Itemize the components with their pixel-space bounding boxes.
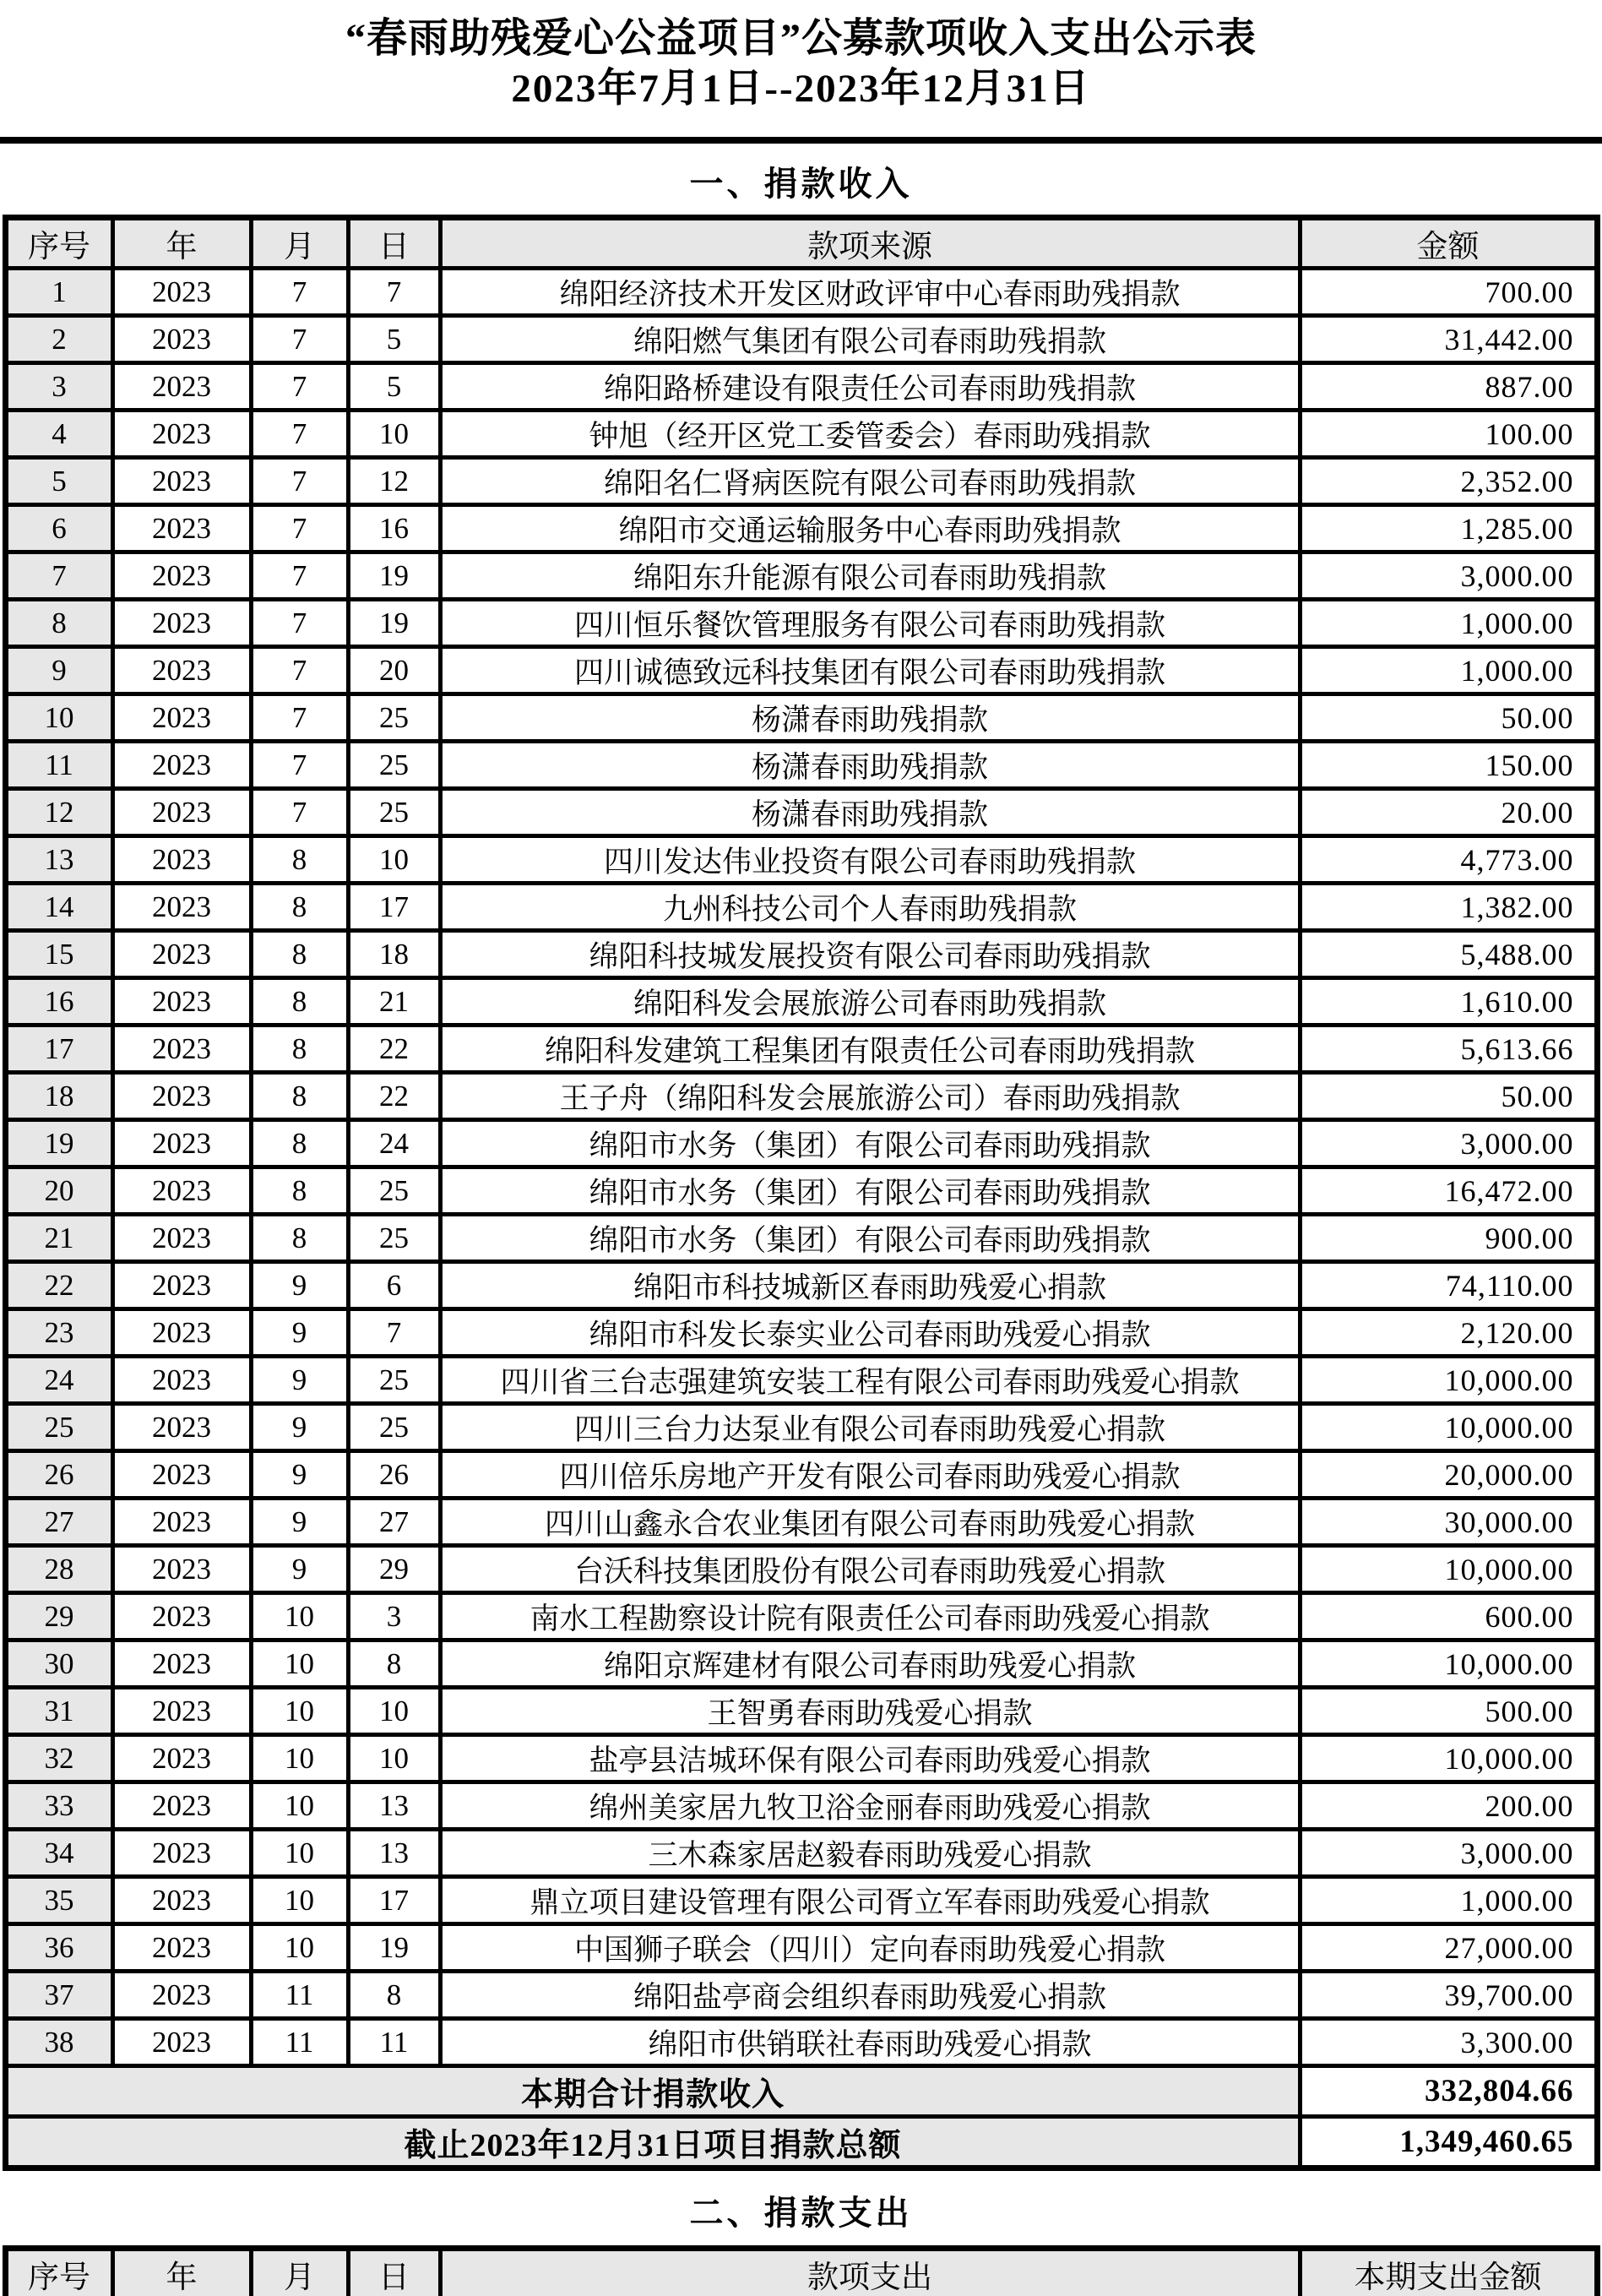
table-row xyxy=(5,269,1597,316)
column-header-source: 款项支出 xyxy=(440,2249,1300,2296)
cell-day: 22 xyxy=(348,1073,440,1120)
cell-seq: 13 xyxy=(5,836,112,884)
table-row xyxy=(5,1782,1597,1830)
cell-month: 8 xyxy=(251,1167,348,1215)
cell-day: 29 xyxy=(348,1546,440,1593)
cell-year: 2023 xyxy=(112,978,251,1026)
cell-year: 2023 xyxy=(112,1972,251,2019)
column-header-day: 日 xyxy=(348,2249,440,2296)
cell-amount: 2,120.00 xyxy=(1300,1309,1597,1357)
cell-month: 10 xyxy=(251,1924,348,1972)
cell-month: 8 xyxy=(251,1026,348,1073)
cell-source: 杨潇春雨助残捐款 xyxy=(440,789,1300,836)
cell-source: 绵阳盐亭商会组织春雨助残爱心捐款 xyxy=(440,1972,1300,2019)
cell-year: 2023 xyxy=(112,931,251,978)
cell-seq: 34 xyxy=(5,1830,112,1877)
cell-day: 19 xyxy=(348,552,440,600)
cell-year: 2023 xyxy=(112,1404,251,1451)
page-subtitle: 2023年7月1日--2023年12月31日 xyxy=(511,67,1091,111)
cell-seq: 26 xyxy=(5,1451,112,1499)
cell-month: 8 xyxy=(251,1073,348,1120)
cell-seq: 15 xyxy=(5,931,112,978)
cell-month: 7 xyxy=(251,316,348,363)
table-row xyxy=(5,1972,1597,2019)
cell-month: 8 xyxy=(251,1215,348,1262)
cell-seq: 29 xyxy=(5,1593,112,1640)
cell-day: 12 xyxy=(348,458,440,505)
cell-year: 2023 xyxy=(112,1735,251,1782)
cell-amount: 3,000.00 xyxy=(1300,552,1597,600)
cell-month: 11 xyxy=(251,2019,348,2066)
table-row xyxy=(5,884,1597,931)
cell-day: 25 xyxy=(348,694,440,742)
cell-source: 四川诚德致远科技集团有限公司春雨助残捐款 xyxy=(440,647,1300,694)
cell-amount: 30,000.00 xyxy=(1300,1499,1597,1546)
cell-seq: 5 xyxy=(5,458,112,505)
cell-amount: 10,000.00 xyxy=(1300,1546,1597,1593)
table-row xyxy=(5,552,1597,600)
column-header-amount: 金额 xyxy=(1300,218,1597,269)
cell-month: 9 xyxy=(251,1499,348,1546)
table-row xyxy=(5,1357,1597,1404)
cell-day: 25 xyxy=(348,789,440,836)
cell-amount: 20,000.00 xyxy=(1300,1451,1597,1499)
income-grand-total-row xyxy=(5,2117,1597,2168)
cell-seq: 2 xyxy=(5,316,112,363)
column-header-year: 年 xyxy=(112,2249,251,2296)
cell-year: 2023 xyxy=(112,694,251,742)
cell-day: 10 xyxy=(348,1735,440,1782)
column-header-day: 日 xyxy=(348,218,440,269)
cell-year: 2023 xyxy=(112,363,251,411)
cell-month: 7 xyxy=(251,505,348,552)
cell-amount: 10,000.00 xyxy=(1300,1357,1597,1404)
cell-year: 2023 xyxy=(112,884,251,931)
cell-source: 南水工程勘察设计院有限责任公司春雨助残爱心捐款 xyxy=(440,1593,1300,1640)
column-header-seq: 序号 xyxy=(5,218,112,269)
cell-source: 王智勇春雨助残爱心捐款 xyxy=(440,1688,1300,1735)
cell-seq: 27 xyxy=(5,1499,112,1546)
cell-seq: 17 xyxy=(5,1026,112,1073)
cell-month: 7 xyxy=(251,552,348,600)
cell-source: 绵阳市水务（集团）有限公司春雨助残捐款 xyxy=(440,1167,1300,1215)
cell-year: 2023 xyxy=(112,1688,251,1735)
cell-amount: 1,000.00 xyxy=(1300,600,1597,647)
cell-day: 18 xyxy=(348,931,440,978)
table-row xyxy=(5,647,1597,694)
cell-seq: 30 xyxy=(5,1640,112,1688)
income-table-totals xyxy=(5,2066,1597,2168)
cell-day: 7 xyxy=(348,269,440,316)
cell-day: 10 xyxy=(348,411,440,458)
cell-month: 8 xyxy=(251,1120,348,1167)
table-row xyxy=(5,1404,1597,1451)
cell-amount: 1,000.00 xyxy=(1300,647,1597,694)
cell-month: 7 xyxy=(251,458,348,505)
column-header-month: 月 xyxy=(251,2249,348,2296)
cell-seq: 1 xyxy=(5,269,112,316)
cell-month: 10 xyxy=(251,1782,348,1830)
cell-source: 绵阳市科技城新区春雨助残爱心捐款 xyxy=(440,1262,1300,1309)
cell-day: 20 xyxy=(348,647,440,694)
column-header-year: 年 xyxy=(112,218,251,269)
cell-seq: 21 xyxy=(5,1215,112,1262)
cell-year: 2023 xyxy=(112,1215,251,1262)
cell-seq: 7 xyxy=(5,552,112,600)
cell-amount: 200.00 xyxy=(1300,1782,1597,1830)
cell-seq: 35 xyxy=(5,1877,112,1924)
cell-amount: 600.00 xyxy=(1300,1593,1597,1640)
cell-year: 2023 xyxy=(112,1262,251,1309)
cell-day: 17 xyxy=(348,884,440,931)
title-divider xyxy=(0,137,1602,144)
cell-source: 绵阳市科发长泰实业公司春雨助残爱心捐款 xyxy=(440,1309,1300,1357)
cell-amount: 74,110.00 xyxy=(1300,1262,1597,1309)
cell-amount: 1,285.00 xyxy=(1300,505,1597,552)
cell-day: 7 xyxy=(348,1309,440,1357)
table-row xyxy=(5,411,1597,458)
cell-day: 22 xyxy=(348,1026,440,1073)
cell-amount: 16,472.00 xyxy=(1300,1167,1597,1215)
cell-seq: 20 xyxy=(5,1167,112,1215)
cell-year: 2023 xyxy=(112,1782,251,1830)
cell-source: 绵阳科发建筑工程集团有限责任公司春雨助残捐款 xyxy=(440,1026,1300,1073)
cell-amount: 10,000.00 xyxy=(1300,1640,1597,1688)
cell-seq: 32 xyxy=(5,1735,112,1782)
table-row xyxy=(5,1640,1597,1688)
cell-year: 2023 xyxy=(112,316,251,363)
cell-seq: 23 xyxy=(5,1309,112,1357)
cell-source: 绵阳科技城发展投资有限公司春雨助残捐款 xyxy=(440,931,1300,978)
table-row xyxy=(5,363,1597,411)
cell-day: 25 xyxy=(348,1357,440,1404)
cell-day: 10 xyxy=(348,836,440,884)
cell-amount: 1,610.00 xyxy=(1300,978,1597,1026)
cell-amount: 1,382.00 xyxy=(1300,884,1597,931)
cell-amount: 5,613.66 xyxy=(1300,1026,1597,1073)
cell-source: 绵阳京辉建材有限公司春雨助残爱心捐款 xyxy=(440,1640,1300,1688)
cell-day: 11 xyxy=(348,2019,440,2066)
cell-day: 27 xyxy=(348,1499,440,1546)
cell-source: 杨潇春雨助残捐款 xyxy=(440,742,1300,789)
table-row xyxy=(5,1167,1597,1215)
cell-month: 7 xyxy=(251,411,348,458)
cell-month: 11 xyxy=(251,1972,348,2019)
cell-amount: 100.00 xyxy=(1300,411,1597,458)
table-row xyxy=(5,978,1597,1026)
column-header-month: 月 xyxy=(251,218,348,269)
cell-year: 2023 xyxy=(112,742,251,789)
column-header-amount: 本期支出金额 xyxy=(1300,2249,1597,2296)
cell-seq: 16 xyxy=(5,978,112,1026)
cell-source: 四川恒乐餐饮管理服务有限公司春雨助残捐款 xyxy=(440,600,1300,647)
cell-day: 6 xyxy=(348,1262,440,1309)
table-row xyxy=(5,2019,1597,2066)
cell-source: 鼎立项目建设管理有限公司胥立军春雨助残爱心捐款 xyxy=(440,1877,1300,1924)
table-row xyxy=(5,1026,1597,1073)
cell-month: 9 xyxy=(251,1262,348,1309)
cell-seq: 37 xyxy=(5,1972,112,2019)
cell-year: 2023 xyxy=(112,458,251,505)
table-row xyxy=(5,1924,1597,1972)
table-row xyxy=(5,742,1597,789)
table-row xyxy=(5,1735,1597,1782)
cell-seq: 11 xyxy=(5,742,112,789)
table-row xyxy=(5,1830,1597,1877)
cell-month: 9 xyxy=(251,1546,348,1593)
cell-amount: 31,442.00 xyxy=(1300,316,1597,363)
cell-seq: 28 xyxy=(5,1546,112,1593)
cell-month: 10 xyxy=(251,1640,348,1688)
cell-year: 2023 xyxy=(112,1357,251,1404)
table-row xyxy=(5,1593,1597,1640)
cell-source: 绵阳燃气集团有限公司春雨助残捐款 xyxy=(440,316,1300,363)
cell-seq: 18 xyxy=(5,1073,112,1120)
cell-year: 2023 xyxy=(112,1073,251,1120)
cell-amount: 3,300.00 xyxy=(1300,2019,1597,2066)
cell-day: 24 xyxy=(348,1120,440,1167)
table-row xyxy=(5,1262,1597,1309)
cell-source: 绵阳市水务（集团）有限公司春雨助残捐款 xyxy=(440,1215,1300,1262)
total-cumulative-label: 截止2023年12月31日项目捐款总额 xyxy=(5,2117,1300,2168)
cell-seq: 36 xyxy=(5,1924,112,1972)
cell-year: 2023 xyxy=(112,1120,251,1167)
cell-month: 8 xyxy=(251,978,348,1026)
cell-year: 2023 xyxy=(112,1167,251,1215)
table-row xyxy=(5,600,1597,647)
cell-source: 王子舟（绵阳科发会展旅游公司）春雨助残捐款 xyxy=(440,1073,1300,1120)
cell-year: 2023 xyxy=(112,1026,251,1073)
cell-month: 10 xyxy=(251,1593,348,1640)
cell-month: 7 xyxy=(251,647,348,694)
cell-day: 25 xyxy=(348,1167,440,1215)
cell-amount: 20.00 xyxy=(1300,789,1597,836)
cell-source: 钟旭（经开区党工委管委会）春雨助残捐款 xyxy=(440,411,1300,458)
cell-source: 绵阳市供销联社春雨助残爱心捐款 xyxy=(440,2019,1300,2066)
cell-year: 2023 xyxy=(112,1546,251,1593)
cell-seq: 24 xyxy=(5,1357,112,1404)
cell-year: 2023 xyxy=(112,1877,251,1924)
expense-table-header xyxy=(5,2249,1597,2296)
cell-month: 8 xyxy=(251,836,348,884)
cell-source: 台沃科技集团股份有限公司春雨助残爱心捐款 xyxy=(440,1546,1300,1593)
cell-amount: 10,000.00 xyxy=(1300,1404,1597,1451)
cell-seq: 10 xyxy=(5,694,112,742)
cell-seq: 12 xyxy=(5,789,112,836)
cell-seq: 3 xyxy=(5,363,112,411)
cell-amount: 887.00 xyxy=(1300,363,1597,411)
cell-source: 四川三台力达泵业有限公司春雨助残爱心捐款 xyxy=(440,1404,1300,1451)
page-title: “春雨助残爱心公益项目”公募款项收入支出公示表 xyxy=(345,16,1257,61)
cell-month: 9 xyxy=(251,1357,348,1404)
table-row xyxy=(5,1309,1597,1357)
cell-seq: 4 xyxy=(5,411,112,458)
cell-source: 九州科技公司个人春雨助残捐款 xyxy=(440,884,1300,931)
cell-year: 2023 xyxy=(112,1640,251,1688)
table-row xyxy=(5,1451,1597,1499)
cell-seq: 19 xyxy=(5,1120,112,1167)
document-header xyxy=(0,0,1602,113)
cell-year: 2023 xyxy=(112,600,251,647)
total-current-label: 本期合计捐款收入 xyxy=(5,2066,1300,2117)
income-total-row xyxy=(5,2066,1597,2117)
cell-month: 7 xyxy=(251,600,348,647)
cell-day: 5 xyxy=(348,363,440,411)
cell-year: 2023 xyxy=(112,505,251,552)
cell-source: 盐亭县洁城环保有限公司春雨助残爱心捐款 xyxy=(440,1735,1300,1782)
cell-day: 10 xyxy=(348,1688,440,1735)
table-row xyxy=(5,458,1597,505)
cell-seq: 8 xyxy=(5,600,112,647)
cell-seq: 31 xyxy=(5,1688,112,1735)
cell-year: 2023 xyxy=(112,1593,251,1640)
cell-seq: 14 xyxy=(5,884,112,931)
cell-month: 9 xyxy=(251,1404,348,1451)
cell-month: 10 xyxy=(251,1688,348,1735)
cell-amount: 10,000.00 xyxy=(1300,1735,1597,1782)
cell-month: 8 xyxy=(251,884,348,931)
income-section-heading: 一、捐款收入 xyxy=(689,165,913,203)
expense-section-heading: 二、捐款支出 xyxy=(689,2194,913,2232)
cell-seq: 6 xyxy=(5,505,112,552)
cell-month: 8 xyxy=(251,931,348,978)
cell-month: 10 xyxy=(251,1735,348,1782)
cell-year: 2023 xyxy=(112,789,251,836)
cell-month: 7 xyxy=(251,269,348,316)
table-row xyxy=(5,1499,1597,1546)
cell-month: 7 xyxy=(251,363,348,411)
income-table-header xyxy=(5,218,1597,269)
cell-month: 7 xyxy=(251,694,348,742)
table-row xyxy=(5,316,1597,363)
cell-amount: 3,000.00 xyxy=(1300,1830,1597,1877)
cell-source: 绵阳科发会展旅游公司春雨助残捐款 xyxy=(440,978,1300,1026)
expense-header-row xyxy=(5,2249,1597,2296)
cell-source: 四川省三台志强建筑安装工程有限公司春雨助残爱心捐款 xyxy=(440,1357,1300,1404)
cell-source: 绵州美家居九牧卫浴金丽春雨助残爱心捐款 xyxy=(440,1782,1300,1830)
cell-year: 2023 xyxy=(112,836,251,884)
cell-amount: 900.00 xyxy=(1300,1215,1597,1262)
cell-day: 21 xyxy=(348,978,440,1026)
cell-year: 2023 xyxy=(112,411,251,458)
table-row xyxy=(5,505,1597,552)
cell-amount: 3,000.00 xyxy=(1300,1120,1597,1167)
income-header-row xyxy=(5,218,1597,269)
cell-source: 绵阳市水务（集团）有限公司春雨助残捐款 xyxy=(440,1120,1300,1167)
cell-seq: 38 xyxy=(5,2019,112,2066)
cell-seq: 22 xyxy=(5,1262,112,1309)
cell-year: 2023 xyxy=(112,647,251,694)
table-row xyxy=(5,1877,1597,1924)
cell-year: 2023 xyxy=(112,1451,251,1499)
cell-source: 四川山鑫永合农业集团有限公司春雨助残爱心捐款 xyxy=(440,1499,1300,1546)
cell-amount: 27,000.00 xyxy=(1300,1924,1597,1972)
cell-month: 9 xyxy=(251,1451,348,1499)
cell-year: 2023 xyxy=(112,269,251,316)
cell-day: 8 xyxy=(348,1972,440,2019)
cell-source: 绵阳名仁肾病医院有限公司春雨助残捐款 xyxy=(440,458,1300,505)
cell-seq: 25 xyxy=(5,1404,112,1451)
cell-source: 四川发达伟业投资有限公司春雨助残捐款 xyxy=(440,836,1300,884)
total-cumulative-amount: 1,349,460.65 xyxy=(1300,2117,1597,2168)
cell-amount: 5,488.00 xyxy=(1300,931,1597,978)
table-row xyxy=(5,789,1597,836)
cell-source: 三木森家居赵毅春雨助残爱心捐款 xyxy=(440,1830,1300,1877)
column-header-seq: 序号 xyxy=(5,2249,112,2296)
table-row xyxy=(5,1546,1597,1593)
cell-seq: 9 xyxy=(5,647,112,694)
cell-day: 19 xyxy=(348,1924,440,1972)
cell-day: 13 xyxy=(348,1830,440,1877)
cell-year: 2023 xyxy=(112,1830,251,1877)
cell-month: 9 xyxy=(251,1309,348,1357)
cell-amount: 700.00 xyxy=(1300,269,1597,316)
cell-amount: 4,773.00 xyxy=(1300,836,1597,884)
cell-day: 17 xyxy=(348,1877,440,1924)
column-header-source: 款项来源 xyxy=(440,218,1300,269)
cell-day: 16 xyxy=(348,505,440,552)
cell-day: 25 xyxy=(348,742,440,789)
cell-month: 7 xyxy=(251,742,348,789)
cell-amount: 1,000.00 xyxy=(1300,1877,1597,1924)
cell-day: 26 xyxy=(348,1451,440,1499)
cell-day: 19 xyxy=(348,600,440,647)
total-current-amount: 332,804.66 xyxy=(1300,2066,1597,2117)
cell-source: 四川倍乐房地产开发有限公司春雨助残爱心捐款 xyxy=(440,1451,1300,1499)
cell-day: 3 xyxy=(348,1593,440,1640)
cell-source: 绵阳路桥建设有限责任公司春雨助残捐款 xyxy=(440,363,1300,411)
cell-seq: 33 xyxy=(5,1782,112,1830)
cell-year: 2023 xyxy=(112,2019,251,2066)
table-row xyxy=(5,1120,1597,1167)
table-row xyxy=(5,1215,1597,1262)
table-row xyxy=(5,1073,1597,1120)
cell-month: 10 xyxy=(251,1877,348,1924)
cell-day: 5 xyxy=(348,316,440,363)
cell-amount: 50.00 xyxy=(1300,694,1597,742)
cell-year: 2023 xyxy=(112,1309,251,1357)
cell-amount: 39,700.00 xyxy=(1300,1972,1597,2019)
cell-source: 绵阳经济技术开发区财政评审中心春雨助残捐款 xyxy=(440,269,1300,316)
cell-source: 绵阳东升能源有限公司春雨助残捐款 xyxy=(440,552,1300,600)
cell-source: 杨潇春雨助残捐款 xyxy=(440,694,1300,742)
cell-amount: 2,352.00 xyxy=(1300,458,1597,505)
table-row xyxy=(5,694,1597,742)
table-row xyxy=(5,836,1597,884)
income-table-body xyxy=(5,269,1597,2066)
table-row xyxy=(5,931,1597,978)
cell-source: 中国狮子联会（四川）定向春雨助残爱心捐款 xyxy=(440,1924,1300,1972)
table-row xyxy=(5,1688,1597,1735)
cell-day: 8 xyxy=(348,1640,440,1688)
cell-amount: 500.00 xyxy=(1300,1688,1597,1735)
cell-year: 2023 xyxy=(112,1499,251,1546)
cell-source: 绵阳市交通运输服务中心春雨助残捐款 xyxy=(440,505,1300,552)
cell-day: 25 xyxy=(348,1404,440,1451)
cell-month: 10 xyxy=(251,1830,348,1877)
cell-month: 7 xyxy=(251,789,348,836)
cell-year: 2023 xyxy=(112,552,251,600)
cell-year: 2023 xyxy=(112,1924,251,1972)
income-table xyxy=(3,215,1600,2171)
expense-table xyxy=(3,2245,1600,2296)
cell-day: 25 xyxy=(348,1215,440,1262)
cell-day: 13 xyxy=(348,1782,440,1830)
cell-amount: 50.00 xyxy=(1300,1073,1597,1120)
cell-amount: 150.00 xyxy=(1300,742,1597,789)
